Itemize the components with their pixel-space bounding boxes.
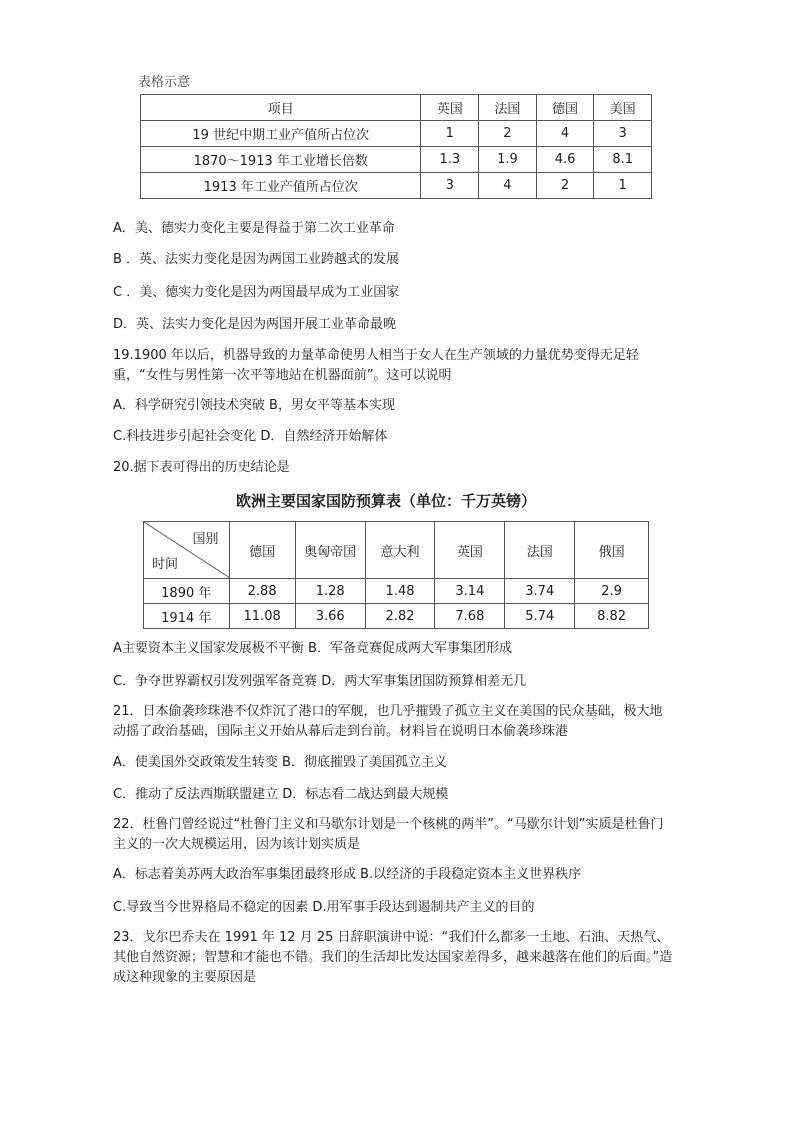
table-cell: 19 世纪中期工业产值所占位次 bbox=[141, 121, 421, 147]
q21-options-ab: A．使美国外交政策发生转变 B．彻底摧毁了美国孤立主义 bbox=[113, 755, 447, 770]
table-header-row bbox=[141, 95, 652, 121]
table-cell: 11.08 bbox=[229, 604, 295, 629]
q20-stem: 20.据下表可得出的历史结论是 bbox=[113, 460, 290, 475]
table-row bbox=[141, 147, 652, 173]
header-country-label: 国别 bbox=[192, 532, 219, 547]
diagonal-header-cell bbox=[144, 522, 230, 579]
table-cell: 8.82 bbox=[575, 604, 649, 629]
table-cell: 2 bbox=[479, 121, 537, 147]
table-cell: 1 bbox=[421, 121, 479, 147]
table-cell: 2.82 bbox=[365, 604, 435, 629]
cutoff-heading: 表格示意 bbox=[138, 75, 191, 90]
table-row bbox=[141, 121, 652, 147]
table-cell: 4 bbox=[479, 173, 537, 199]
q20-options-ab: A主要资本主义国家发展极不平衡 B．军备竞赛促成两大军事集团形成 bbox=[113, 641, 512, 656]
header-cell: 英国 bbox=[421, 95, 479, 121]
table-cell: 2.9 bbox=[575, 579, 649, 604]
table-cell: 1.28 bbox=[295, 579, 365, 604]
table-cell: 3.14 bbox=[435, 579, 505, 604]
table-row bbox=[141, 173, 652, 199]
q18-option-d: D．英、法实力变化是因为两国开展工业革命最晚 bbox=[113, 317, 397, 332]
table-cell: 2.88 bbox=[229, 579, 295, 604]
table-cell: 3 bbox=[594, 121, 652, 147]
q22-options-cd: C.导致当今世界格局不稳定的因素 D.用军事手段达到遏制共产主义的目的 bbox=[113, 900, 535, 915]
table-cell: 1 bbox=[594, 173, 652, 199]
header-cell: 德国 bbox=[536, 95, 594, 121]
q19-options-cd: C.科技进步引起社会变化 D．自然经济开始解体 bbox=[113, 429, 388, 444]
table-cell: 1.48 bbox=[365, 579, 435, 604]
table-cell: 1913 年工业产值所占位次 bbox=[141, 173, 421, 199]
header-cell: 美国 bbox=[594, 95, 652, 121]
table-cell: 5.74 bbox=[505, 604, 575, 629]
q18-option-c: C ．美、德实力变化是因为两国最早成为工业国家 bbox=[113, 285, 400, 300]
q22-stem: 22．杜鲁门曾经说过“杜鲁门主义和马歇尔计划是一个核桃的两半”。“马歇尔计划”实质是杜鲁门主义的一次大规模运用，因为该计划实质是 bbox=[113, 817, 664, 852]
header-cell: 德国 bbox=[229, 522, 295, 579]
header-cell: 英国 bbox=[435, 522, 505, 579]
table-cell: 1870～1913 年工业增长倍数 bbox=[141, 147, 421, 173]
table-cell: 1.9 bbox=[479, 147, 537, 173]
q19-options-ab: A．科学研究引领技术突破 B，男女平等基本实现 bbox=[113, 398, 395, 413]
header-cell: 俄国 bbox=[575, 522, 649, 579]
q18-option-a: A．美、德实力变化主要是得益于第二次工业革命 bbox=[113, 221, 395, 236]
table-header-row bbox=[144, 522, 649, 579]
q19-stem: 19.1900 年以后，机器导致的力量革命使男人相当于女人在生产领域的力量优势变得无足轻重，“女性与男性第一次平等地站在机器面前”。这可以说明 bbox=[113, 348, 639, 383]
q21-stem: 21．日本偷袭珍珠港不仅炸沉了港口的军舰，也几乎摧毁了孤立主义在美国的民众基础，极大地动摇了政治基础，国际主义开始从幕后走到台前。材料旨在说明日本偷袭珍珠港 bbox=[113, 704, 663, 739]
header-cell: 法国 bbox=[505, 522, 575, 579]
table-cell: 4 bbox=[536, 121, 594, 147]
header-cell: 项目 bbox=[141, 95, 421, 121]
q20-options-cd: C．争夺世界霸权引发列强军备竞赛 D．两大军事集团国防预算相差无几 bbox=[113, 674, 527, 689]
defense-budget-table bbox=[143, 521, 649, 629]
defense-budget-title: 欧洲主要国家国防预算表（单位：千万英镑） bbox=[236, 492, 537, 510]
table-cell: 4.6 bbox=[536, 147, 594, 173]
table-cell: 1.3 bbox=[421, 147, 479, 173]
table-cell: 2 bbox=[536, 173, 594, 199]
table-cell: 7.68 bbox=[435, 604, 505, 629]
q22-options-ab: A．标志着美苏两大政治军事集团最终形成 B.以经济的手段稳定资本主义世界秩序 bbox=[113, 867, 582, 882]
q21-options-cd: C．推动了反法西斯联盟建立 D．标志看二战达到最大规模 bbox=[113, 787, 449, 802]
row-year: 1890 年 bbox=[144, 579, 230, 604]
table-cell: 3.74 bbox=[505, 579, 575, 604]
table-cell: 3 bbox=[421, 173, 479, 199]
header-cell: 奥匈帝国 bbox=[295, 522, 365, 579]
row-year: 1914 年 bbox=[144, 604, 230, 629]
industry-table bbox=[140, 94, 652, 199]
table-row bbox=[144, 579, 649, 604]
header-cell: 法国 bbox=[479, 95, 537, 121]
table-cell: 8.1 bbox=[594, 147, 652, 173]
table-row bbox=[144, 604, 649, 629]
header-cell: 意大利 bbox=[365, 522, 435, 579]
q18-option-b: B ．英、法实力变化是因为两国工业跨越式的发展 bbox=[113, 252, 400, 267]
header-time-label: 时间 bbox=[152, 557, 179, 572]
q23-stem: 23．戈尔巴乔夫在 1991 年 12 月 25 日辞职演讲中说：“我们什么都多一土地、石油、天热气、其他自然资源；智慧和才能也不错。我们的生活却比发达国家差得多，越来越落在他们的后面。”造成这种现象的主要原因是 bbox=[113, 930, 673, 985]
table-cell: 3.66 bbox=[295, 604, 365, 629]
